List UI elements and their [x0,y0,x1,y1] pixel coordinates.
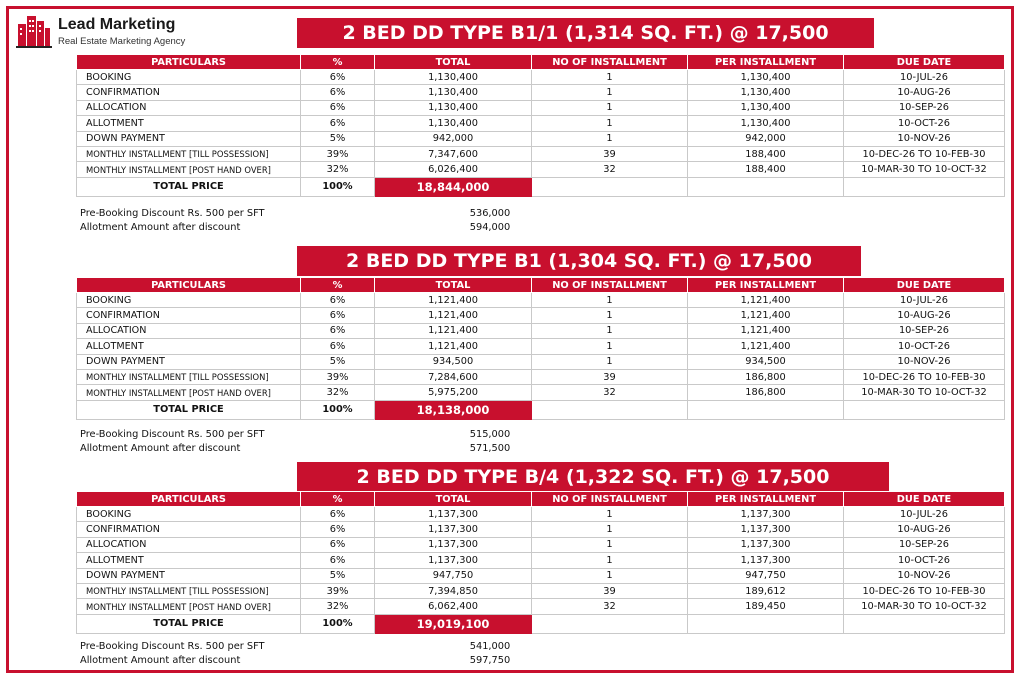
cell-per: 1,130,400 [688,85,844,100]
column-header-total: TOTAL [375,492,532,507]
cell-total: 1,137,300 [375,537,532,552]
cell-per: 186,800 [688,369,844,384]
pre-booking-discount-label: Pre-Booking Discount Rs. 500 per SFT [80,429,265,440]
cell-particulars: MONTHLY INSTALLMENT [TILL POSSESSION] [77,369,301,384]
cell-particulars: CONFIRMATION [77,85,301,100]
discount-summary [80,428,550,456]
cell-particulars: BOOKING [77,293,301,308]
empty-cell [844,400,1005,419]
cell-total: 5,975,200 [375,385,532,400]
building-icon [16,14,52,48]
cell-total: 1,121,400 [375,323,532,338]
empty-cell [532,177,688,196]
cell-count: 1 [532,537,688,552]
allotment-after-discount-label: Allotment Amount after discount [80,443,241,454]
cell-per: 942,000 [688,131,844,146]
cell-due: 10-NOV-26 [844,568,1005,583]
cell-particulars: CONFIRMATION [77,522,301,537]
cell-particulars: BOOKING [77,507,301,522]
cell-particulars: CONFIRMATION [77,308,301,323]
cell-due: 10-DEC-26 TO 10-FEB-30 [844,583,1005,598]
cell-due: 10-OCT-26 [844,339,1005,354]
brand-name: Lead Marketing [58,15,176,33]
table-row [77,583,1005,598]
cell-percent: 6% [301,100,375,115]
cell-total: 1,121,400 [375,308,532,323]
cell-due: 10-NOV-26 [844,131,1005,146]
cell-percent: 39% [301,583,375,598]
table-row [77,323,1005,338]
allotment-after-discount-label: Allotment Amount after discount [80,655,241,666]
cell-due: 10-SEP-26 [844,100,1005,115]
pre-booking-discount-row [80,207,550,221]
cell-total: 1,130,400 [375,70,532,85]
cell-particulars: ALLOCATION [77,537,301,552]
cell-particulars: DOWN PAYMENT [77,568,301,583]
cell-due: 10-SEP-26 [844,537,1005,552]
empty-cell [532,614,688,633]
cell-total: 934,500 [375,354,532,369]
cell-due: 10-AUG-26 [844,85,1005,100]
table-row [77,116,1005,131]
table-header-row [77,278,1005,293]
table-row [77,100,1005,115]
pre-booking-discount-row [80,428,550,442]
cell-count: 1 [532,339,688,354]
allotment-after-discount-label: Allotment Amount after discount [80,222,241,233]
cell-due: 10-MAR-30 TO 10-OCT-32 [844,162,1005,177]
cell-count: 1 [532,553,688,568]
column-header-total: TOTAL [375,278,532,293]
table-header-row [77,492,1005,507]
total-percent: 100% [301,177,375,196]
empty-cell [688,177,844,196]
table-row [77,131,1005,146]
table-row [77,507,1005,522]
column-header-due-date: DUE DATE [844,55,1005,70]
cell-count: 1 [532,100,688,115]
cell-total: 7,394,850 [375,583,532,598]
cell-percent: 6% [301,537,375,552]
total-price: 18,138,000 [375,400,532,419]
allotment-after-discount-row [80,221,550,235]
cell-per: 186,800 [688,385,844,400]
cell-per: 1,121,400 [688,308,844,323]
cell-particulars: MONTHLY INSTALLMENT [TILL POSSESSION] [77,583,301,598]
cell-per: 188,400 [688,162,844,177]
column-header-per-installment: PER INSTALLMENT [688,278,844,293]
cell-count: 1 [532,522,688,537]
cell-total: 1,130,400 [375,116,532,131]
empty-cell [688,614,844,633]
table-row [77,85,1005,100]
table-row [77,537,1005,552]
table-row [77,568,1005,583]
cell-per: 1,137,300 [688,522,844,537]
column-header-due-date: DUE DATE [844,278,1005,293]
cell-per: 1,121,400 [688,323,844,338]
table-row [77,522,1005,537]
total-label: TOTAL PRICE [77,177,301,196]
cell-total: 7,347,600 [375,146,532,161]
column-header-particulars: PARTICULARS [77,278,301,293]
column-header-no-of-installment: NO OF INSTALLMENT [532,492,688,507]
cell-due: 10-AUG-26 [844,308,1005,323]
table-row [77,308,1005,323]
cell-percent: 6% [301,70,375,85]
cell-count: 32 [532,162,688,177]
allotment-after-discount-value: 594,000 [469,222,511,233]
cell-particulars: ALLOTMENT [77,339,301,354]
column-header-no-of-installment: NO OF INSTALLMENT [532,55,688,70]
cell-count: 1 [532,507,688,522]
total-label: TOTAL PRICE [77,400,301,419]
cell-percent: 6% [301,522,375,537]
cell-particulars: MONTHLY INSTALLMENT [POST HAND OVER] [77,599,301,614]
cell-due: 10-DEC-26 TO 10-FEB-30 [844,369,1005,384]
cell-particulars: MONTHLY INSTALLMENT [POST HAND OVER] [77,162,301,177]
payment-plan-table [76,491,1005,634]
cell-percent: 6% [301,293,375,308]
total-row [77,400,1005,419]
section-title: 2 BED DD TYPE B1 (1,304 SQ. FT.) @ 17,500 [297,246,861,276]
table-header-row [77,55,1005,70]
column-header-total: TOTAL [375,55,532,70]
cell-due: 10-MAR-30 TO 10-OCT-32 [844,599,1005,614]
cell-due: 10-OCT-26 [844,116,1005,131]
brand-logo [16,14,185,48]
cell-total: 6,062,400 [375,599,532,614]
cell-percent: 5% [301,354,375,369]
table-row [77,553,1005,568]
table-row [77,354,1005,369]
total-price: 18,844,000 [375,177,532,196]
cell-particulars: ALLOCATION [77,100,301,115]
cell-per: 1,121,400 [688,293,844,308]
total-percent: 100% [301,400,375,419]
cell-per: 947,750 [688,568,844,583]
cell-count: 32 [532,385,688,400]
allotment-after-discount-row [80,654,550,668]
empty-cell [844,177,1005,196]
cell-count: 1 [532,70,688,85]
pre-booking-discount-value: 541,000 [469,641,511,652]
cell-particulars: ALLOTMENT [77,553,301,568]
cell-count: 1 [532,131,688,146]
cell-count: 1 [532,293,688,308]
total-row [77,177,1005,196]
cell-percent: 32% [301,385,375,400]
cell-percent: 39% [301,146,375,161]
cell-percent: 6% [301,308,375,323]
empty-cell [688,400,844,419]
cell-due: 10-AUG-26 [844,522,1005,537]
cell-per: 1,137,300 [688,553,844,568]
column-header-percent: % [301,492,375,507]
cell-count: 1 [532,568,688,583]
allotment-after-discount-value: 597,750 [469,655,511,666]
cell-total: 1,121,400 [375,293,532,308]
cell-count: 1 [532,354,688,369]
column-header-percent: % [301,55,375,70]
column-header-due-date: DUE DATE [844,492,1005,507]
cell-particulars: MONTHLY INSTALLMENT [POST HAND OVER] [77,385,301,400]
cell-percent: 32% [301,162,375,177]
empty-cell [844,614,1005,633]
cell-percent: 6% [301,116,375,131]
cell-per: 189,450 [688,599,844,614]
pre-booking-discount-value: 536,000 [469,208,511,219]
cell-per: 1,137,300 [688,537,844,552]
cell-particulars: ALLOCATION [77,323,301,338]
total-row [77,614,1005,633]
cell-due: 10-OCT-26 [844,553,1005,568]
table-row [77,70,1005,85]
cell-per: 188,400 [688,146,844,161]
table-row [77,339,1005,354]
cell-per: 189,612 [688,583,844,598]
cell-total: 942,000 [375,131,532,146]
cell-particulars: MONTHLY INSTALLMENT [TILL POSSESSION] [77,146,301,161]
cell-total: 1,137,300 [375,553,532,568]
cell-per: 1,130,400 [688,100,844,115]
column-header-no-of-installment: NO OF INSTALLMENT [532,278,688,293]
column-header-particulars: PARTICULARS [77,492,301,507]
cell-particulars: ALLOTMENT [77,116,301,131]
cell-count: 32 [532,599,688,614]
table-row [77,369,1005,384]
empty-cell [532,400,688,419]
cell-per: 1,137,300 [688,507,844,522]
total-price: 19,019,100 [375,614,532,633]
cell-per: 1,121,400 [688,339,844,354]
cell-due: 10-JUL-26 [844,70,1005,85]
cell-per: 934,500 [688,354,844,369]
cell-per: 1,130,400 [688,116,844,131]
cell-percent: 5% [301,131,375,146]
cell-particulars: DOWN PAYMENT [77,131,301,146]
cell-due: 10-SEP-26 [844,323,1005,338]
cell-count: 39 [532,583,688,598]
pre-booking-discount-label: Pre-Booking Discount Rs. 500 per SFT [80,208,265,219]
payment-plan-table [76,277,1005,420]
cell-percent: 6% [301,85,375,100]
cell-due: 10-MAR-30 TO 10-OCT-32 [844,385,1005,400]
cell-due: 10-NOV-26 [844,354,1005,369]
cell-count: 1 [532,323,688,338]
cell-due: 10-JUL-26 [844,507,1005,522]
pre-booking-discount-row [80,640,550,654]
cell-total: 1,130,400 [375,100,532,115]
discount-summary [80,640,550,668]
allotment-after-discount-row [80,442,550,456]
pre-booking-discount-value: 515,000 [469,429,511,440]
cell-percent: 5% [301,568,375,583]
discount-summary [80,207,550,235]
cell-count: 39 [532,369,688,384]
cell-total: 6,026,400 [375,162,532,177]
brand-tagline: Real Estate Marketing Agency [58,35,186,47]
cell-percent: 32% [301,599,375,614]
cell-percent: 39% [301,369,375,384]
cell-percent: 6% [301,323,375,338]
cell-total: 1,121,400 [375,339,532,354]
cell-count: 1 [532,85,688,100]
cell-due: 10-JUL-26 [844,293,1005,308]
section-title: 2 BED DD TYPE B1/1 (1,314 SQ. FT.) @ 17,500 [297,18,874,48]
cell-total: 947,750 [375,568,532,583]
cell-percent: 6% [301,507,375,522]
column-header-per-installment: PER INSTALLMENT [688,55,844,70]
total-percent: 100% [301,614,375,633]
cell-per: 1,130,400 [688,70,844,85]
payment-plan-table [76,54,1005,197]
column-header-per-installment: PER INSTALLMENT [688,492,844,507]
cell-particulars: DOWN PAYMENT [77,354,301,369]
cell-due: 10-DEC-26 TO 10-FEB-30 [844,146,1005,161]
cell-count: 39 [532,146,688,161]
total-label: TOTAL PRICE [77,614,301,633]
cell-total: 1,130,400 [375,85,532,100]
section-title: 2 BED DD TYPE B/4 (1,322 SQ. FT.) @ 17,500 [297,462,889,492]
cell-percent: 6% [301,339,375,354]
column-header-particulars: PARTICULARS [77,55,301,70]
table-row [77,293,1005,308]
allotment-after-discount-value: 571,500 [469,443,511,454]
cell-total: 1,137,300 [375,522,532,537]
cell-total: 7,284,600 [375,369,532,384]
cell-percent: 6% [301,553,375,568]
column-header-percent: % [301,278,375,293]
table-row [77,599,1005,614]
cell-total: 1,137,300 [375,507,532,522]
table-row [77,162,1005,177]
table-row [77,385,1005,400]
pre-booking-discount-label: Pre-Booking Discount Rs. 500 per SFT [80,641,265,652]
cell-particulars: BOOKING [77,70,301,85]
table-row [77,146,1005,161]
cell-count: 1 [532,116,688,131]
cell-count: 1 [532,308,688,323]
